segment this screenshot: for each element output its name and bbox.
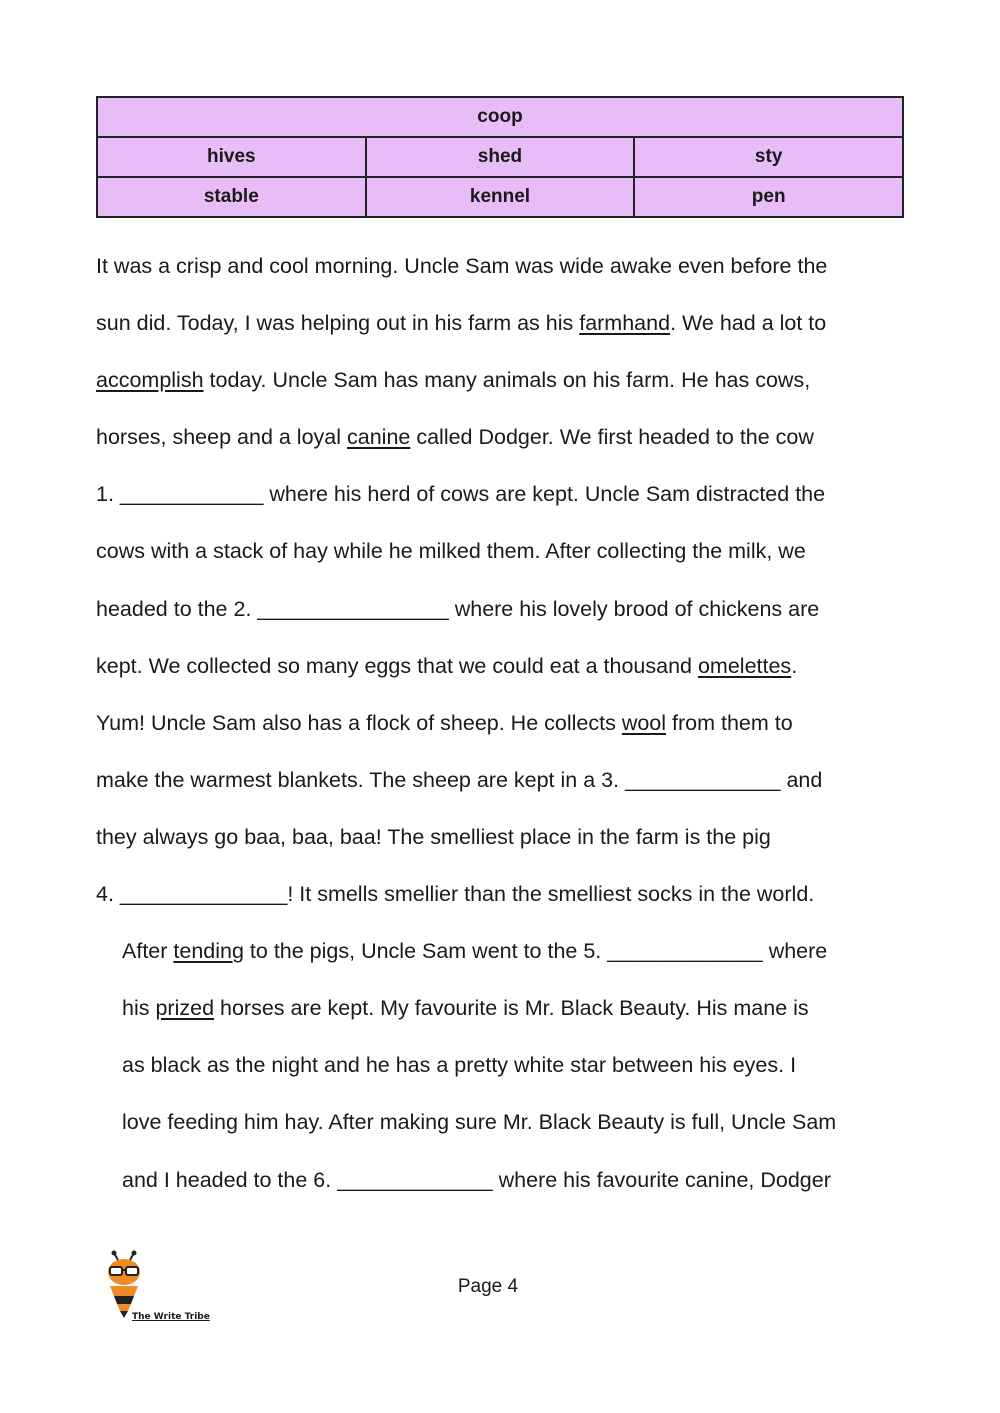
passage-text: from them to [666,710,793,735]
passage-text: called Dodger. We first headed to the cow [410,425,814,450]
passage-line [96,523,916,580]
passage-line [96,923,916,980]
passage-text: sun did. Today, I was helping out in his farm as his [96,311,580,336]
passage-line [96,466,916,523]
passage-line [96,752,916,809]
word-bank-cell: stable [97,177,366,217]
word-bank-cell: sty [634,137,903,177]
answer-blank[interactable]: _____________ [625,767,781,792]
vocab-word: canine [347,425,411,450]
word-bank-header-row [97,97,903,137]
word-bank-row [97,177,903,217]
passage-text: where his favourite canine, Dodger [492,1167,831,1192]
word-bank-cell: hives [97,137,366,177]
passage-text: today. Uncle Sam has many animals on his farm. He has cows, [203,368,811,393]
blank-number: 6. [313,1167,332,1192]
word-bank-cell: kennel [366,177,635,217]
passage-text: horses are kept. My favourite is Mr. Black Beauty. His mane is [214,996,809,1021]
passage-text: where his lovely brood of chickens are [448,596,820,621]
passage-line [96,980,916,1037]
passage-line [96,409,916,466]
blank-number: 4. [96,882,114,907]
passage-line [96,1152,916,1209]
passage-line [96,352,916,409]
passage-text: Yum! Uncle Sam also has a flock of sheep. He collects [96,710,622,735]
passage-text: headed to the [96,596,234,621]
answer-blank[interactable]: _____________ [337,1167,493,1192]
passage-text: ! It smells smellier than the smelliest socks in the world. [287,882,815,907]
word-bank-cell: pen [634,177,903,217]
vocab-word: omelettes [697,653,792,678]
passage-text: as black as the night and he has a pretty white star between his eyes. I [122,1053,797,1078]
logo-text: The Write Tribe [132,1312,210,1322]
vocab-word: farmhand [579,311,671,336]
passage-text: and [780,767,823,792]
vocab-word: prized [155,996,215,1021]
passage-text: It was a crisp and cool morning. Uncle Sam was wide awake even before the [96,254,828,278]
answer-blank[interactable]: ______________ [119,882,288,907]
passage-text: where [762,939,828,964]
answer-blank[interactable]: ____________ [119,482,264,507]
passage-line [96,238,916,295]
word-bank-row [97,137,903,177]
word-bank-cell: shed [366,137,635,177]
story-passage [96,238,916,1209]
vocab-word: tending [173,939,244,964]
passage-text: make the warmest blankets. The sheep are kept in a [96,767,602,792]
blank-number: 1. [96,482,114,507]
answer-blank[interactable]: _____________ [607,939,763,964]
passage-text: After [122,939,174,964]
blank-number: 3. [601,767,620,792]
passage-line [96,1037,916,1094]
page-number: Page 4 [457,1276,519,1297]
passage-line [96,1094,916,1151]
passage-text: his [122,996,156,1021]
passage-text: . We had a lot to [670,311,827,336]
answer-blank[interactable]: ________________ [257,596,449,621]
passage-text: kept. We collected so many eggs that we could eat a thousand [96,653,698,678]
passage-text: they always go baa, baa, baa! The smelliest place in the farm is the pig [96,824,771,849]
vocab-word: wool [621,710,667,735]
passage-line [96,638,916,695]
passage-line [96,695,916,752]
passage-line [96,295,916,352]
blank-number: 5. [583,939,602,964]
passage-text: where his herd of cows are kept. Uncle Sam distracted the [263,482,826,507]
passage-text: to the pigs, Uncle Sam went to the [243,939,584,964]
passage-text: cows with a stack of hay while he milked them. After collecting the milk, we [96,539,806,564]
passage-text: horses, sheep and a loyal [96,425,347,450]
word-bank-table [96,96,904,218]
passage-line [96,866,916,923]
passage-line [96,809,916,866]
word-bank-cell: coop [97,97,903,137]
passage-text: and I headed to the [122,1167,314,1192]
blank-number: 2. [233,596,252,621]
passage-line [96,581,916,638]
passage-text: . [791,653,798,678]
vocab-word: accomplish [96,368,204,393]
passage-text: love feeding him hay. After making sure Mr. Black Beauty is full, Uncle Sam [122,1110,837,1135]
